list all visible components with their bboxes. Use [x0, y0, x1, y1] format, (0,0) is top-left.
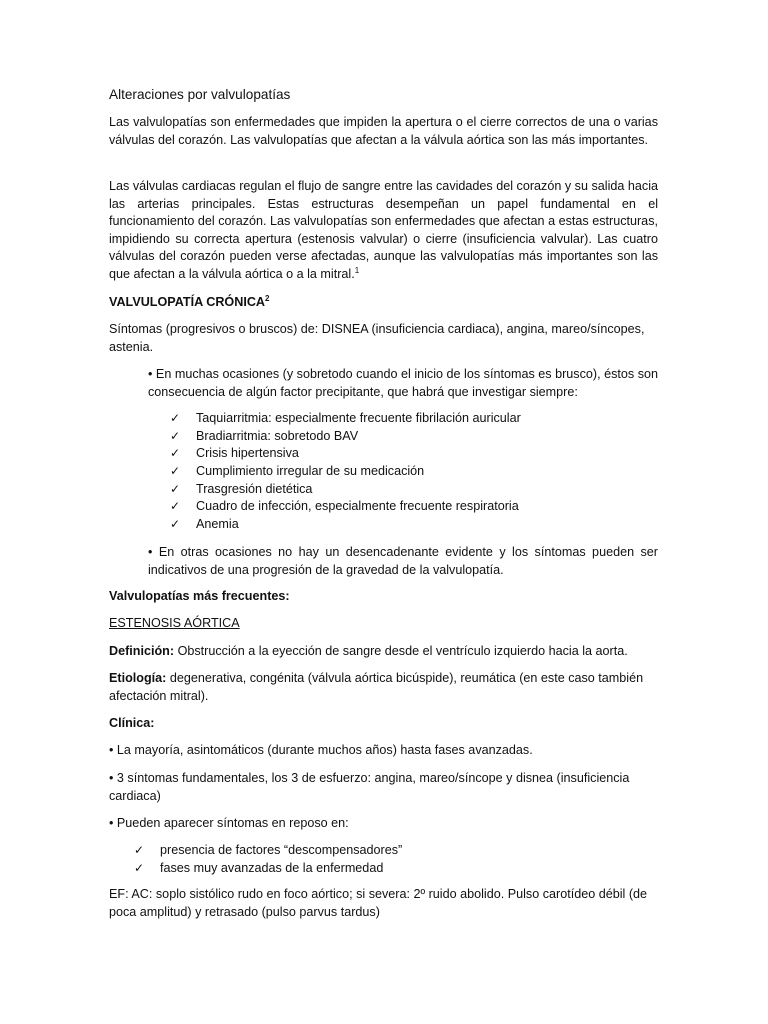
list-item: ✓ Cuadro de infección, especialmente frecuente respiratoria	[170, 498, 521, 516]
list-item: ✓ Cumplimiento irregular de su medicación	[170, 463, 521, 481]
check-icon: ✓	[170, 481, 181, 496]
check-icon: ✓	[170, 428, 181, 443]
bullet-precipitante: • En muchas ocasiones (y sobretodo cuando el inicio de los síntomas es brusco), éstos son consecuencia de algún factor precipitante, que habrá que investigar siempre:	[148, 367, 658, 399]
heading-frecuentes: Valvulopatías más frecuentes:	[109, 589, 290, 603]
precipitant-list	[170, 410, 521, 534]
list-item: ✓ Taquiarritmia: especialmente frecuente fibrilación auricular	[170, 410, 521, 428]
paragraph-sintomas: Síntomas (progresivos o bruscos) de: DISNEA (insuficiencia cardiaca), angina, mareo/síncopes, astenia.	[109, 322, 645, 354]
heading-cronica-text: VALVULOPATÍA CRÓNICA	[109, 295, 266, 309]
reposo-list	[134, 842, 402, 877]
list-item: ✓ Anemia	[170, 516, 521, 534]
etiologia-label: Etiología:	[109, 671, 167, 685]
paragraph-ef: EF: AC: soplo sistólico rudo en foco aórtico; si severa: 2º ruido abolido. Pulso carotídeo débil (de poca amplitud) y retrasado (pulso parvus tardus)	[109, 887, 648, 919]
list-item: ✓ fases muy avanzadas de la enfermedad	[134, 860, 402, 878]
check-icon: ✓	[170, 464, 181, 479]
clinica-bullet-3: • Pueden aparecer síntomas en reposo en:	[109, 816, 349, 830]
paragraph-etiologia	[109, 670, 658, 705]
check-icon: ✓	[170, 499, 181, 514]
list-item: ✓ presencia de factores “descompensadores”	[134, 842, 402, 860]
paragraph-definicion	[109, 643, 658, 661]
heading-estenosis-aortica: ESTENOSIS AÓRTICA	[109, 616, 240, 630]
list-item: ✓ Trasgresión dietética	[170, 481, 521, 499]
check-icon: ✓	[170, 411, 181, 425]
check-icon: ✓	[134, 843, 145, 857]
check-icon: ✓	[134, 860, 145, 875]
clinica-bullet-2: • 3 síntomas fundamentales, los 3 de esfuerzo: angina, mareo/síncope y disnea (insuficiencia cardiaca)	[109, 771, 630, 803]
list-item: ✓ Crisis hipertensiva	[170, 445, 521, 463]
paragraph-intro: Las valvulopatías son enfermedades que impiden la apertura o el cierre correctos de una o varias válvulas del corazón. Las valvulopatías que afectan a la válvula aórtica son las más importantes.	[109, 115, 658, 147]
check-icon: ✓	[170, 446, 181, 461]
bullet-otras-ocasiones: • En otras ocasiones no hay un desencadenante evidente y los síntomas pueden ser indicativos de una progresión de la gravedad de la valvulopatía.	[148, 545, 658, 577]
footnote-ref-2: 2	[265, 293, 270, 303]
definicion-label: Definición:	[109, 644, 175, 658]
check-icon: ✓	[170, 517, 181, 532]
footnote-ref-1: 1	[354, 265, 360, 275]
definicion-text: Obstrucción a la eyección de sangre desde el ventrículo izquierdo hacia la aorta.	[174, 644, 628, 658]
paragraph-valvulas	[109, 178, 658, 284]
paragraph-valvulas-text: Las válvulas cardiacas regulan el flujo de sangre entre las cavidades del corazón y su salida hacia las arterias principales. Estas estructuras desempeñan un papel fundamental en el funcionamiento del corazón. Las valvulopatías son enfermedades que afectan a estas estructuras, impidiendo su correcta apertura (estenosis valvular) o cierre (insuficiencia valvular). Las cuatro válvulas del corazón pueden verse afectadas, aunque las valvulopatías más importantes son las que afectan a la válvula aórtica o a la mitral.	[109, 179, 658, 281]
clinica-bullet-1: • La mayoría, asintomáticos (durante muchos años) hasta fases avanzadas.	[109, 743, 533, 757]
document-title: Alteraciones por valvulopatías	[109, 87, 291, 102]
list-item: ✓ Bradiarritmia: sobretodo BAV	[170, 428, 521, 446]
etiologia-text: degenerativa, congénita (válvula aórtica bicúspide), reumática (en este caso también afectación mitral).	[109, 671, 644, 703]
heading-valvulopatia-cronica	[109, 294, 658, 312]
heading-clinica: Clínica:	[109, 716, 155, 730]
